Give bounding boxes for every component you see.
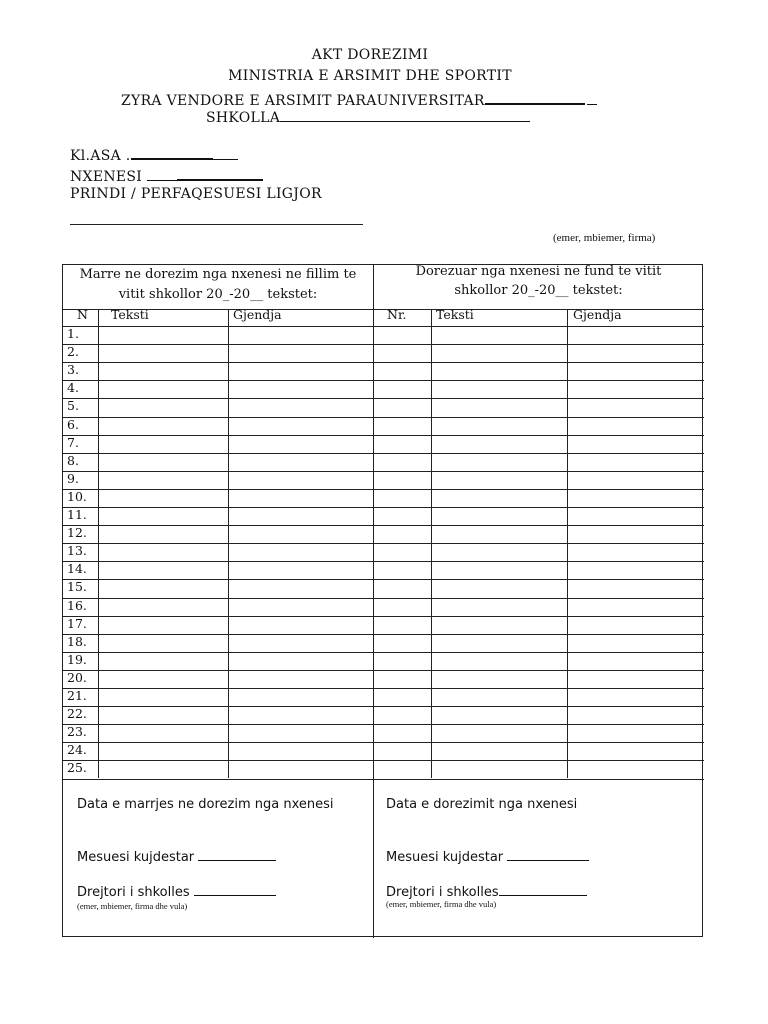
right-teksti-cell[interactable] xyxy=(432,525,567,543)
right-teacher-blank[interactable] xyxy=(507,848,589,861)
school-label: SHKOLLA xyxy=(206,110,281,126)
left-gjendja-cell[interactable] xyxy=(229,616,373,634)
left-teksti-cell[interactable] xyxy=(99,453,228,471)
left-teksti-cell[interactable] xyxy=(99,380,228,398)
left-header-line1: Marre ne dorezim nga nxenesi ne fillim te xyxy=(79,267,357,282)
right-nr-cell[interactable] xyxy=(374,380,431,398)
left-gjendja-cell[interactable] xyxy=(229,417,373,435)
left-gjendja-cell[interactable] xyxy=(229,652,373,670)
right-gjendja-cell[interactable] xyxy=(568,579,703,597)
table-row xyxy=(63,706,704,724)
right-teksti-cell[interactable] xyxy=(432,507,567,525)
row-number: 2. xyxy=(67,344,79,360)
table-row xyxy=(63,634,704,652)
row-number: 8. xyxy=(67,452,79,468)
right-nr-cell[interactable] xyxy=(374,489,431,507)
left-gjendja-cell[interactable] xyxy=(229,579,373,597)
left-gjendja-cell[interactable] xyxy=(229,525,373,543)
col-header-n: N xyxy=(77,307,88,322)
left-teksti-cell[interactable] xyxy=(99,471,228,489)
right-gjendja-cell[interactable] xyxy=(568,634,703,652)
left-gjendja-cell[interactable] xyxy=(229,706,373,724)
table-row xyxy=(63,489,704,507)
right-gjendja-cell[interactable] xyxy=(568,435,703,453)
right-header-line1: Dorezuar nga nxenesi ne fund te vitit xyxy=(415,264,662,279)
left-teksti-cell[interactable] xyxy=(99,670,228,688)
right-teksti-cell[interactable] xyxy=(432,652,567,670)
left-gjendja-cell[interactable] xyxy=(229,453,373,471)
left-gjendja-cell[interactable] xyxy=(229,688,373,706)
right-teksti-cell[interactable] xyxy=(432,616,567,634)
col-header-teksti-left: Teksti xyxy=(111,307,149,322)
right-gjendja-cell[interactable] xyxy=(568,326,703,344)
left-teacher-label: Mesuesi kujdestar xyxy=(77,850,195,865)
left-teksti-cell[interactable] xyxy=(99,489,228,507)
table-row xyxy=(63,742,704,760)
right-gjendja-cell[interactable] xyxy=(568,471,703,489)
left-header-line2: vitit shkollor 20_-20__ tekstet: xyxy=(118,287,318,302)
right-header-line2: shkollor 20_-20__ tekstet: xyxy=(454,283,623,298)
left-teksti-cell[interactable] xyxy=(99,417,228,435)
table-row xyxy=(63,670,704,688)
row-number: 24. xyxy=(67,742,87,758)
left-gjendja-cell[interactable] xyxy=(229,507,373,525)
left-teksti-cell[interactable] xyxy=(99,398,228,416)
left-gjendja-cell[interactable] xyxy=(229,362,373,380)
office-label: ZYRA VENDORE E ARSIMIT PARAUNIVERSITAR xyxy=(121,93,485,109)
row-number: 18. xyxy=(67,633,87,649)
right-gjendja-cell[interactable] xyxy=(568,453,703,471)
ministry-name: MINISTRIA E ARSIMIT DHE SPORTIT xyxy=(228,68,512,84)
right-teksti-cell[interactable] xyxy=(432,453,567,471)
right-gjendja-cell[interactable] xyxy=(568,561,703,579)
right-gjendja-cell[interactable] xyxy=(568,688,703,706)
student-line xyxy=(70,166,263,185)
right-nr-cell[interactable] xyxy=(374,525,431,543)
table-row xyxy=(63,453,704,471)
left-gjendja-cell[interactable] xyxy=(229,634,373,652)
row-number: 16. xyxy=(67,597,87,613)
office-blank[interactable] xyxy=(485,90,585,105)
table-row xyxy=(63,525,704,543)
class-line xyxy=(70,145,238,164)
class-blank-tail xyxy=(213,146,238,160)
right-director-line xyxy=(386,883,587,900)
table-row xyxy=(63,598,704,616)
right-date-label: Data e dorezimit nga nxenesi xyxy=(386,797,578,812)
left-teksti-cell[interactable] xyxy=(99,742,228,760)
table-row xyxy=(63,616,704,634)
signature-hint: (emer, mbiemer, firma) xyxy=(553,232,656,244)
right-teksti-cell[interactable] xyxy=(432,326,567,344)
right-nr-cell[interactable] xyxy=(374,507,431,525)
row-number: 1. xyxy=(67,326,79,341)
right-gjendja-cell[interactable] xyxy=(568,598,703,616)
right-nr-cell[interactable] xyxy=(374,471,431,489)
right-teksti-cell[interactable] xyxy=(432,489,567,507)
row-number: 17. xyxy=(67,615,87,631)
parent-label: PRINDI / PERFAQESUESI LIGJOR xyxy=(70,186,322,202)
right-nr-cell[interactable] xyxy=(374,362,431,380)
table-row xyxy=(63,417,704,435)
right-teacher-label: Mesuesi kujdestar xyxy=(386,850,504,865)
right-nr-cell[interactable] xyxy=(374,453,431,471)
right-gjendja-cell[interactable] xyxy=(568,344,703,362)
right-teksti-cell[interactable] xyxy=(432,688,567,706)
right-nr-cell[interactable] xyxy=(374,598,431,616)
left-gjendja-cell[interactable] xyxy=(229,670,373,688)
left-teksti-cell[interactable] xyxy=(99,362,228,380)
col-header-gjendja-right: Gjendja xyxy=(573,307,622,322)
class-blank[interactable] xyxy=(131,145,213,160)
row-number: 14. xyxy=(67,561,87,577)
row-number: 3. xyxy=(67,362,79,378)
row-number: 21. xyxy=(67,688,87,703)
table-row xyxy=(63,724,704,742)
right-nr-cell[interactable] xyxy=(374,724,431,742)
table-rule xyxy=(63,309,704,310)
right-teksti-cell[interactable] xyxy=(432,561,567,579)
right-nr-cell[interactable] xyxy=(374,398,431,416)
right-teksti-cell[interactable] xyxy=(432,398,567,416)
student-label: NXENESI xyxy=(70,169,143,185)
right-gjendja-cell[interactable] xyxy=(568,652,703,670)
table-row xyxy=(63,561,704,579)
left-gjendja-cell[interactable] xyxy=(229,435,373,453)
row-number: 25. xyxy=(67,760,87,776)
right-nr-cell[interactable] xyxy=(374,579,431,597)
left-gjendja-cell[interactable] xyxy=(229,561,373,579)
class-label: Kl.ASA . xyxy=(70,148,131,164)
left-teksti-cell[interactable] xyxy=(99,616,228,634)
right-teacher-line xyxy=(386,848,589,865)
office-blank-tail xyxy=(587,91,597,105)
table-row xyxy=(63,507,704,525)
left-teksti-cell[interactable] xyxy=(99,344,228,362)
row-number: 22. xyxy=(67,706,87,722)
right-nr-cell[interactable] xyxy=(374,616,431,634)
row-number: 9. xyxy=(67,470,79,486)
col-header-teksti-right: Teksti xyxy=(436,307,474,322)
right-teksti-cell[interactable] xyxy=(432,417,567,435)
left-teksti-cell[interactable] xyxy=(99,525,228,543)
left-teksti-cell[interactable] xyxy=(99,598,228,616)
row-number: 4. xyxy=(67,380,79,396)
right-teksti-cell[interactable] xyxy=(432,706,567,724)
row-number: 6. xyxy=(67,416,79,432)
table-row xyxy=(63,344,704,362)
row-number: 23. xyxy=(67,724,87,740)
row-number: 10. xyxy=(67,488,87,504)
left-signature-note: (emer, mbiemer, firma dhe vula) xyxy=(77,901,188,911)
right-gjendja-cell[interactable] xyxy=(568,380,703,398)
right-nr-cell[interactable] xyxy=(374,670,431,688)
right-nr-cell[interactable] xyxy=(374,706,431,724)
right-teksti-cell[interactable] xyxy=(432,344,567,362)
left-teksti-cell[interactable] xyxy=(99,507,228,525)
row-number: 5. xyxy=(67,398,79,414)
left-teksti-cell[interactable] xyxy=(99,724,228,742)
right-nr-cell[interactable] xyxy=(374,344,431,362)
right-director-label: Drejtori i shkolles xyxy=(386,885,499,900)
table-row xyxy=(63,543,704,561)
left-gjendja-cell[interactable] xyxy=(229,326,373,344)
right-gjendja-cell[interactable] xyxy=(568,362,703,380)
left-teksti-cell[interactable] xyxy=(99,561,228,579)
right-director-blank[interactable] xyxy=(499,883,587,896)
right-teksti-cell[interactable] xyxy=(432,670,567,688)
right-teksti-cell[interactable] xyxy=(432,471,567,489)
right-gjendja-cell[interactable] xyxy=(568,760,703,778)
left-director-label: Drejtori i shkolles xyxy=(77,885,190,900)
right-gjendja-cell[interactable] xyxy=(568,507,703,525)
right-gjendja-cell[interactable] xyxy=(568,706,703,724)
student-blank[interactable] xyxy=(177,166,263,181)
left-teksti-cell[interactable] xyxy=(99,688,228,706)
left-gjendja-cell[interactable] xyxy=(229,398,373,416)
left-date-label: Data e marrjes ne dorezim nga nxenesi xyxy=(77,797,334,812)
student-blank-lead xyxy=(147,167,177,181)
left-director-line xyxy=(77,883,276,900)
left-teksti-cell[interactable] xyxy=(99,326,228,344)
left-gjendja-cell[interactable] xyxy=(229,724,373,742)
left-gjendja-cell[interactable] xyxy=(229,380,373,398)
right-teksti-cell[interactable] xyxy=(432,380,567,398)
right-teksti-cell[interactable] xyxy=(432,543,567,561)
right-gjendja-cell[interactable] xyxy=(568,489,703,507)
right-teksti-cell[interactable] xyxy=(432,724,567,742)
right-gjendja-cell[interactable] xyxy=(568,616,703,634)
table-row xyxy=(63,435,704,453)
table-row xyxy=(63,471,704,489)
right-gjendja-cell[interactable] xyxy=(568,742,703,760)
right-gjendja-cell[interactable] xyxy=(568,670,703,688)
right-teksti-cell[interactable] xyxy=(432,435,567,453)
right-teksti-cell[interactable] xyxy=(432,598,567,616)
col-header-gjendja-left: Gjendja xyxy=(233,307,282,322)
school-line xyxy=(206,108,530,126)
left-gjendja-cell[interactable] xyxy=(229,489,373,507)
row-number: 7. xyxy=(67,434,79,450)
left-gjendja-cell[interactable] xyxy=(229,344,373,362)
right-teksti-cell[interactable] xyxy=(432,634,567,652)
table-row xyxy=(63,652,704,670)
table-row xyxy=(63,380,704,398)
right-nr-cell[interactable] xyxy=(374,688,431,706)
left-director-blank[interactable] xyxy=(194,883,276,896)
right-gjendja-cell[interactable] xyxy=(568,398,703,416)
left-teksti-cell[interactable] xyxy=(99,652,228,670)
right-teksti-cell[interactable] xyxy=(432,579,567,597)
table-row xyxy=(63,760,704,778)
right-nr-cell[interactable] xyxy=(374,652,431,670)
left-gjendja-cell[interactable] xyxy=(229,471,373,489)
right-gjendja-cell[interactable] xyxy=(568,417,703,435)
right-nr-cell[interactable] xyxy=(374,561,431,579)
left-teksti-cell[interactable] xyxy=(99,760,228,778)
right-teksti-cell[interactable] xyxy=(432,362,567,380)
right-gjendja-cell[interactable] xyxy=(568,543,703,561)
row-number: 13. xyxy=(67,543,87,559)
left-gjendja-cell[interactable] xyxy=(229,543,373,561)
right-nr-cell[interactable] xyxy=(374,634,431,652)
right-nr-cell[interactable] xyxy=(374,760,431,778)
row-number: 19. xyxy=(67,651,87,667)
row-number: 12. xyxy=(67,525,87,541)
parent-signature-line[interactable] xyxy=(70,224,363,225)
left-gjendja-cell[interactable] xyxy=(229,760,373,778)
right-nr-cell[interactable] xyxy=(374,543,431,561)
right-gjendja-cell[interactable] xyxy=(568,525,703,543)
right-teksti-cell[interactable] xyxy=(432,742,567,760)
left-teksti-cell[interactable] xyxy=(99,634,228,652)
left-teksti-cell[interactable] xyxy=(99,579,228,597)
right-gjendja-cell[interactable] xyxy=(568,724,703,742)
left-teksti-cell[interactable] xyxy=(99,543,228,561)
right-nr-cell[interactable] xyxy=(374,435,431,453)
row-number: 20. xyxy=(67,669,87,685)
row-number: 11. xyxy=(67,507,87,522)
left-gjendja-cell[interactable] xyxy=(229,598,373,616)
table-row xyxy=(63,326,704,344)
row-number: 15. xyxy=(67,579,87,595)
table-row xyxy=(63,398,704,416)
left-teksti-cell[interactable] xyxy=(99,435,228,453)
left-gjendja-cell[interactable] xyxy=(229,742,373,760)
school-blank[interactable] xyxy=(280,108,530,122)
handover-table xyxy=(62,264,703,937)
right-nr-cell[interactable] xyxy=(374,742,431,760)
right-teksti-cell[interactable] xyxy=(432,760,567,778)
table-row xyxy=(63,362,704,380)
col-header-nr: Nr. xyxy=(387,307,407,322)
document-title: AKT DOREZIMI xyxy=(311,47,429,63)
table-row xyxy=(63,579,704,597)
office-line xyxy=(121,90,597,109)
left-teacher-line xyxy=(77,848,276,865)
table-row xyxy=(63,688,704,706)
table-rule xyxy=(63,779,704,780)
right-nr-cell[interactable] xyxy=(374,417,431,435)
right-nr-cell[interactable] xyxy=(374,326,431,344)
left-teacher-blank[interactable] xyxy=(198,848,276,861)
left-teksti-cell[interactable] xyxy=(99,706,228,724)
right-signature-note: (emer, mbiemer, firma dhe vula) xyxy=(386,899,497,909)
